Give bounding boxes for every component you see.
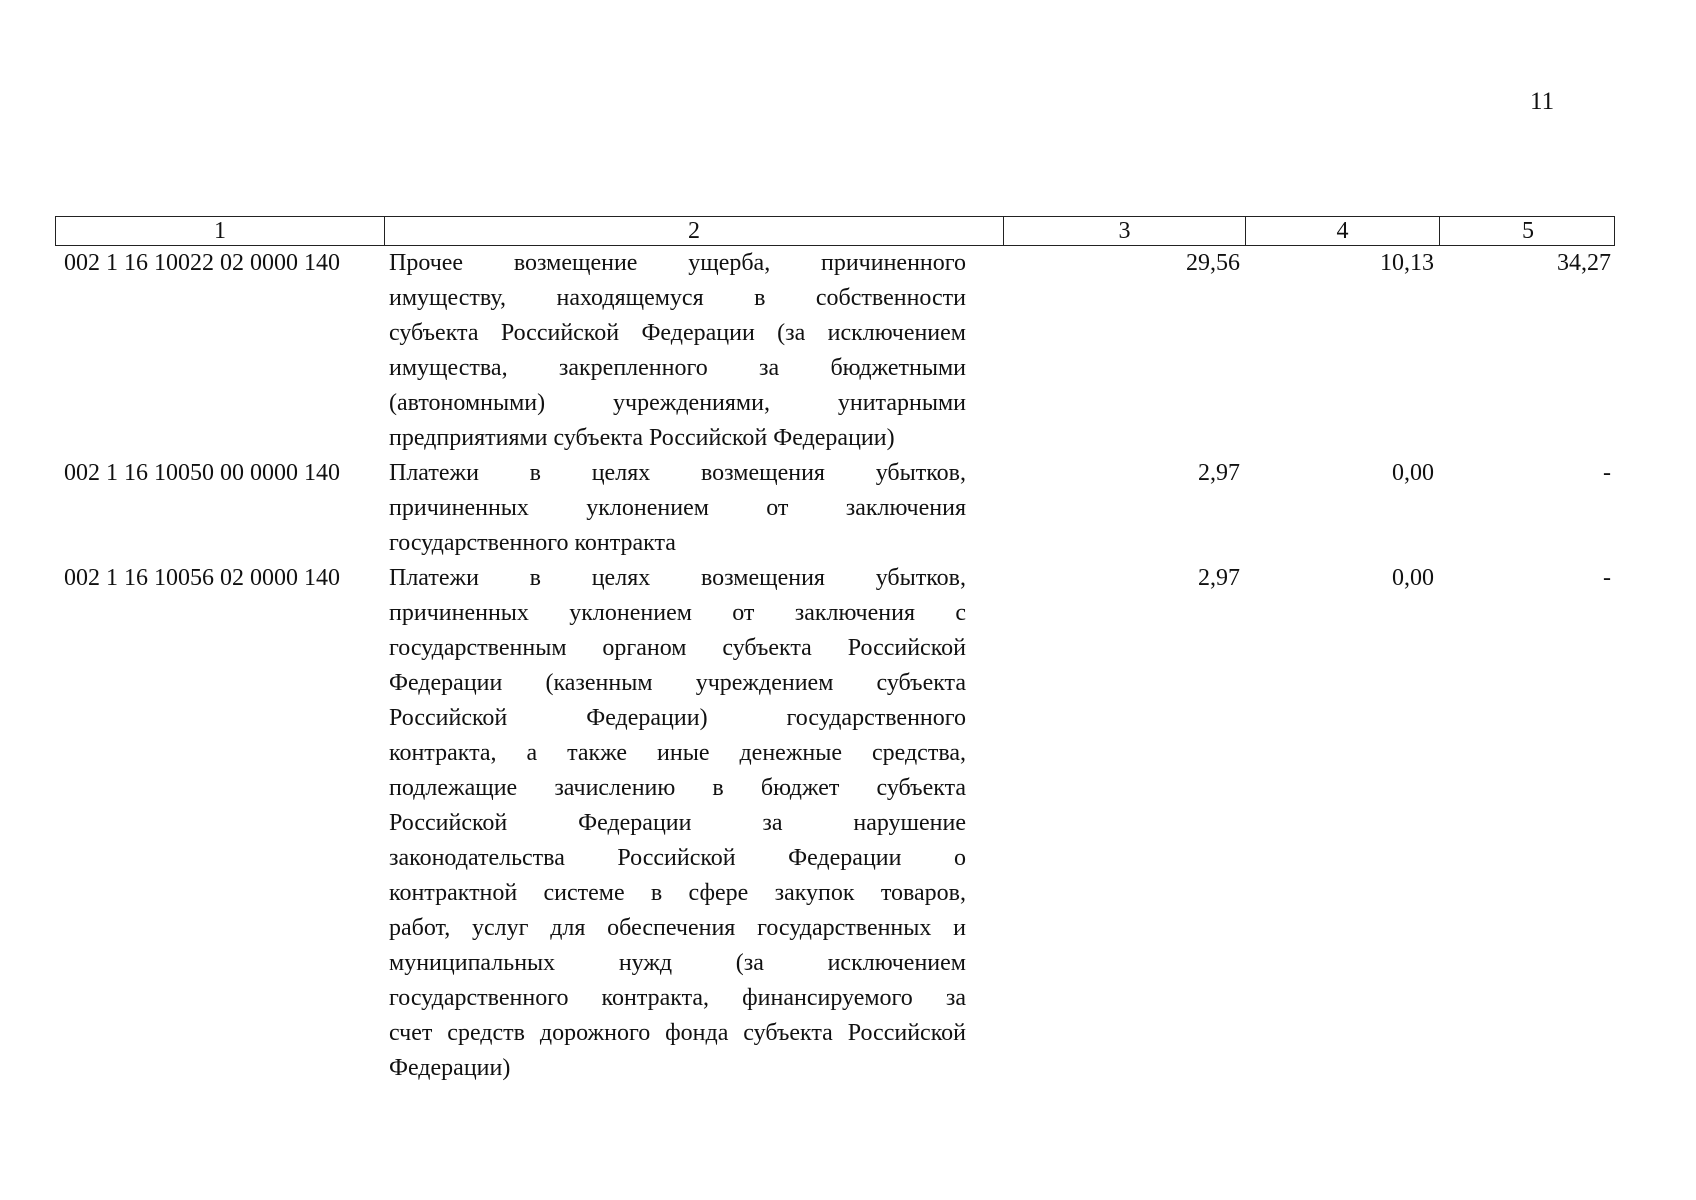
value-col-3: 2,97 — [1198, 565, 1240, 591]
description-line: Платежи в целях возмещения убытков, — [389, 565, 966, 591]
value-col-4: 0,00 — [1392, 565, 1434, 591]
description-line: законодательства Российской Федерации о — [389, 845, 966, 871]
description-line: Федерации) — [389, 1055, 511, 1081]
description-line: (автономными) учреждениями, унитарными — [389, 390, 966, 416]
description-line: счет средств дорожного фонда субъекта Российской — [389, 1020, 966, 1046]
value-col-3: 29,56 — [1186, 250, 1240, 276]
description-line: контракта, а также иные денежные средства, — [389, 740, 966, 766]
budget-classification-code: 002 1 16 10050 00 0000 140 — [64, 460, 340, 486]
row-description — [383, 246, 1002, 456]
description-line: Прочее возмещение ущерба, причиненного — [389, 250, 966, 276]
description-line: имуществу, находящемуся в собственности — [389, 285, 966, 311]
value-col-4: 10,13 — [1380, 250, 1434, 276]
value-col-5: - — [1603, 460, 1611, 486]
table-row — [55, 246, 1615, 456]
description-line: работ, услуг для обеспечения государственных и — [389, 915, 966, 941]
budget-classification-code: 002 1 16 10022 02 0000 140 — [64, 250, 340, 276]
description-line: причиненных уклонением от заключения с — [389, 600, 966, 626]
value-col-5: - — [1603, 565, 1611, 591]
description-line: Федерации (казенным учреждением субъекта — [389, 670, 966, 696]
table-row — [55, 456, 1615, 561]
description-line: подлежащие зачислению в бюджет субъекта — [389, 775, 966, 801]
description-line: государственным органом субъекта Российской — [389, 635, 966, 661]
value-col-4: 0,00 — [1392, 460, 1434, 486]
description-line: контрактной системе в сфере закупок товаров, — [389, 880, 966, 906]
value-col-5: 34,27 — [1557, 250, 1611, 276]
table-header-row — [55, 216, 1615, 246]
description-line: Платежи в целях возмещения убытков, — [389, 460, 966, 486]
table-row — [55, 561, 1615, 1086]
value-col-3: 2,97 — [1198, 460, 1240, 486]
row-description — [383, 561, 1002, 1086]
description-line: предприятиями субъекта Российской Федерации) — [389, 425, 895, 451]
description-line: муниципальных нужд (за исключением — [389, 950, 966, 976]
description-line: причиненных уклонением от заключения — [389, 495, 966, 521]
header-col-2: 2 — [384, 217, 1003, 245]
page-number: 11 — [1530, 88, 1555, 115]
description-line: Российской Федерации за нарушение — [389, 810, 966, 836]
description-line: Российской Федерации) государственного — [389, 705, 966, 731]
header-col-3: 3 — [1003, 217, 1245, 245]
description-line: государственного контракта — [389, 530, 676, 556]
description-line: имущества, закрепленного за бюджетными — [389, 355, 966, 381]
budget-classification-code: 002 1 16 10056 02 0000 140 — [64, 565, 340, 591]
header-col-5: 5 — [1439, 217, 1616, 245]
revenue-table — [55, 216, 1615, 1086]
row-description — [383, 456, 1002, 561]
description-line: государственного контракта, финансируемого за — [389, 985, 966, 1011]
header-col-4: 4 — [1245, 217, 1439, 245]
description-line: субъекта Российской Федерации (за исключением — [389, 320, 966, 346]
header-col-1: 1 — [214, 218, 226, 244]
